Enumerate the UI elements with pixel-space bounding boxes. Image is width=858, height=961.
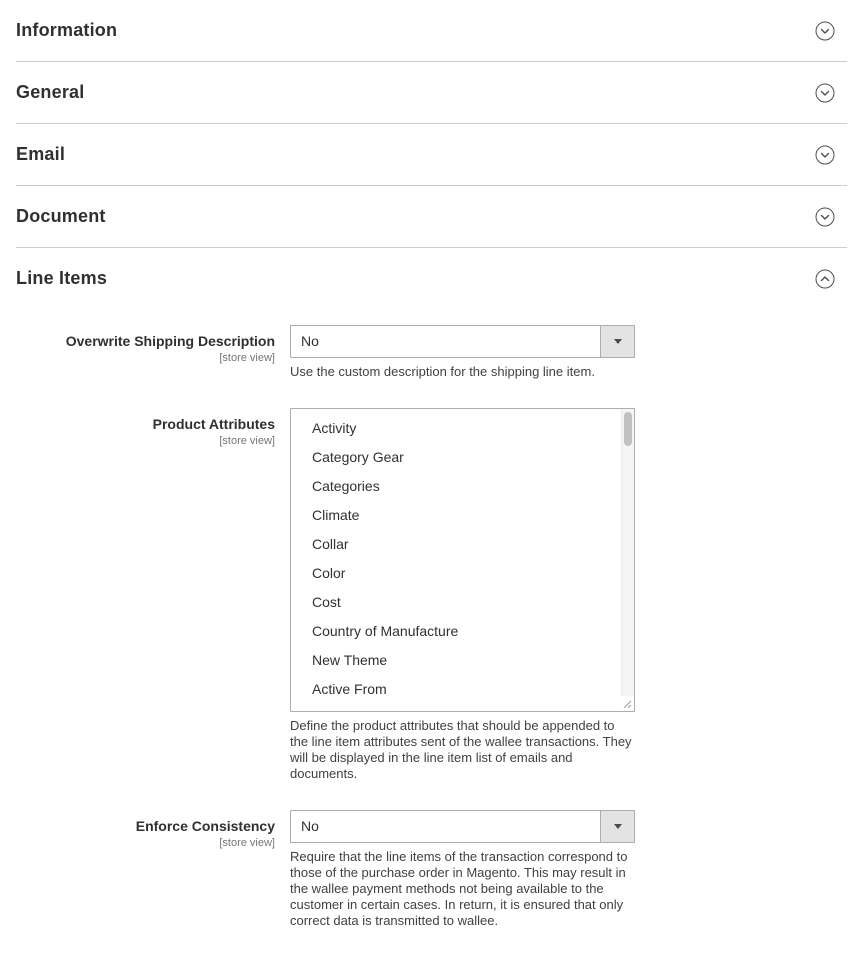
field-label: Enforce Consistency [135, 818, 275, 834]
chevron-down-circle-icon[interactable] [815, 207, 835, 227]
field-scope: [store view] [219, 435, 275, 447]
multiselect-option[interactable]: Categories [312, 478, 380, 494]
line-items-form [0, 309, 858, 961]
section-email [0, 124, 858, 186]
field-note: Define the product attributes that should be appended to the line item attributes sent of the wallee transactions. They will be displayed in the line item list of emails and documents. [290, 718, 632, 781]
multiselect-option[interactable]: Color [312, 565, 346, 581]
chevron-down-circle-icon[interactable] [815, 145, 835, 165]
field-label: Overwrite Shipping Description [65, 333, 275, 349]
field-scope: [store view] [219, 352, 275, 364]
section-general [0, 62, 858, 124]
section-header-information[interactable] [0, 0, 858, 61]
product-attributes-multiselect[interactable] [290, 408, 635, 712]
chevron-up-circle-icon[interactable] [815, 269, 835, 289]
multiselect-option[interactable]: Cost [312, 594, 341, 610]
field-note: Require that the line items of the transaction correspond to those of the purchase order in Magento. This may result in the wallee payment methods not being available to the customer in certain cases. In return, it is ensured that only correct data is transmitted to wallee. [290, 849, 628, 928]
chevron-down-circle-icon[interactable] [815, 21, 835, 41]
chevron-down-circle-icon[interactable] [815, 83, 835, 103]
field-enforce-consistency [0, 810, 858, 929]
section-title: General [16, 82, 85, 102]
overwrite-shipping-description-select[interactable] [290, 325, 635, 358]
section-information [0, 0, 858, 62]
section-document [0, 186, 858, 248]
field-overwrite-shipping-description [0, 325, 858, 380]
field-scope: [store view] [219, 837, 275, 849]
section-title: Email [16, 144, 66, 164]
field-label: Product Attributes [152, 416, 275, 432]
section-header-email[interactable] [0, 124, 858, 185]
scrollbar-thumb[interactable] [624, 412, 632, 446]
select-value: No [301, 818, 319, 834]
multiselect-option[interactable]: Collar [312, 536, 349, 552]
section-title: Document [16, 206, 106, 226]
multiselect-option[interactable]: Activity [312, 420, 357, 436]
section-header-line-items[interactable] [0, 248, 858, 309]
scrollbar-track[interactable] [621, 409, 634, 696]
field-product-attributes [0, 408, 858, 782]
select-value: No [301, 333, 319, 349]
multiselect-option[interactable]: New Theme [312, 652, 388, 668]
resize-handle-icon[interactable] [621, 697, 633, 710]
section-header-general[interactable] [0, 62, 858, 123]
multiselect-option[interactable]: Country of Manufacture [312, 623, 459, 639]
section-line-items [0, 248, 858, 961]
multiselect-option[interactable]: Active From [312, 681, 387, 697]
section-header-document[interactable] [0, 186, 858, 247]
field-note: Use the custom description for the shipping line item. [290, 364, 595, 379]
section-title: Information [16, 20, 118, 40]
dropdown-arrow-icon[interactable] [600, 811, 634, 842]
multiselect-option[interactable]: Climate [312, 507, 360, 523]
multiselect-option[interactable]: Category Gear [312, 449, 404, 465]
enforce-consistency-select[interactable] [290, 810, 635, 843]
dropdown-arrow-icon[interactable] [600, 326, 634, 357]
section-title: Line Items [16, 268, 108, 288]
